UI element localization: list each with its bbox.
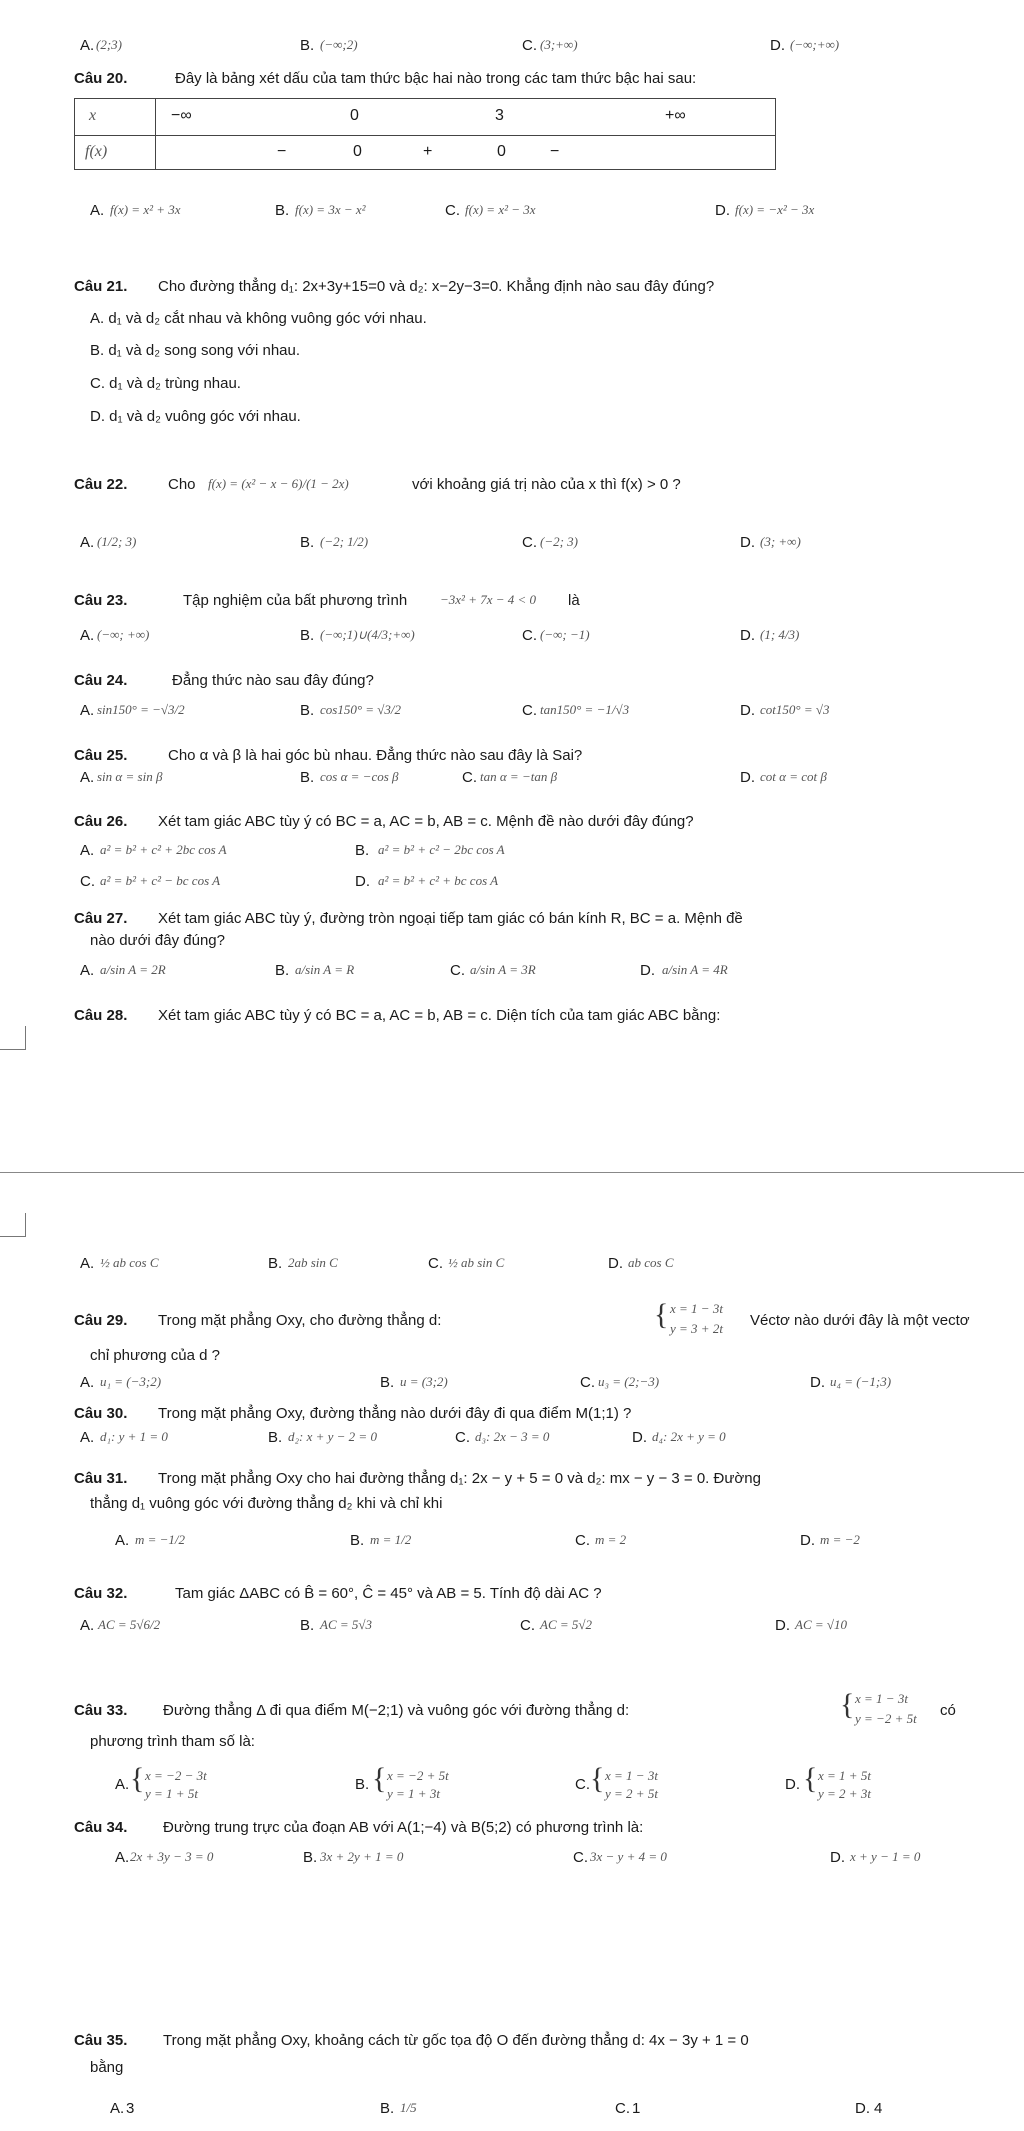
option-label: B. [300,702,315,719]
option-label: B. [300,37,315,54]
question-text: bằng [90,2059,124,2076]
q28-options [0,1253,1024,1277]
option-text: AC = 5√3 [320,1617,373,1632]
option-text: u = (3;2) [400,1374,448,1389]
question-text: Tập nghiệm của bất phương trình [183,592,408,609]
option-label: A. [80,769,95,786]
option-label: C. [455,1429,470,1446]
question-text: thẳng d₁ vuông góc với đường thẳng d₂ khi và chỉ khi [90,1495,443,1512]
option-label: A. [80,842,95,859]
option-line: x = −2 + 5t [387,1768,449,1783]
option-text: a/sin A = R [295,962,355,977]
option-text: AC = 5√6/2 [98,1617,161,1632]
q31-stem [0,1468,1024,1492]
option-label: C. [445,202,460,219]
option-text: (−∞;2) [320,37,358,52]
question-text: Cho α và β là hai góc bù nhau. Đẳng thức nào sau đây là Sai? [168,747,583,764]
question-text: chỉ phương của d ? [90,1347,220,1364]
question-text: Cho đường thẳng d₁: 2x+3y+15=0 và d₂: x−2y−3=0. Khẳng định nào sau đây đúng? [158,278,715,295]
question-label: Câu 33. [74,1702,128,1719]
option-label: D. [740,534,755,551]
option-text: cos α = −cos β [320,769,399,784]
q35-stem [0,2030,1024,2054]
question-label: Câu 30. [74,1405,128,1422]
option-label: B. [300,769,315,786]
q23-options [0,625,1024,649]
q35-stem-cont [0,2057,1024,2081]
option-text: ½ ab sin C [448,1255,505,1270]
option-label: D. [800,1532,815,1549]
option-text: f(x) = x² − 3x [465,202,536,217]
option-text: d₃: 2x − 3 = 0 [475,1429,550,1444]
table-sign: + [423,143,433,160]
option-text: B. d₁ và d₂ song song với nhau. [90,342,301,359]
option-label: A. [80,1255,95,1272]
option-text: d₄: 2x + y = 0 [652,1429,726,1444]
option-line: x = 1 + 5t [818,1768,871,1783]
option-label: D. [640,962,655,979]
q33-stem: Câu 33. Đường thẳng Δ đi qua điểm M(−2;1) và vuông góc với đường thẳng d: { x = 1 − 3t y = −2 + 5t có [74,1688,956,1726]
q31-options [0,1530,1024,1554]
option-label: C. [80,873,95,890]
option-text: tan150° = −1/√3 [540,702,630,717]
corner-mark [0,1026,26,1050]
q19-options [0,35,1024,59]
option-text: 4 [874,2100,883,2117]
q22-options [0,532,1024,556]
q21-stem [0,276,1024,300]
question-label: Câu 35. [74,2032,128,2049]
question-text: Đây là bảng xét dấu của tam thức bậc hai nào trong các tam thức bậc hai sau: [175,70,697,87]
question-label: Câu 24. [74,672,128,689]
q25-stem [0,745,1024,769]
option-text: (−∞;1)∪(4/3;+∞) [320,627,415,642]
question-label: Câu 22. [74,476,128,493]
option-text: sin α = sin β [97,769,163,784]
table-zero: 0 [350,107,359,124]
option-text: m = −1/2 [135,1532,186,1547]
option-label: C. [615,2100,630,2117]
option-label: A. [80,1617,95,1634]
option-label: A. [80,702,95,719]
option-text: (1; 4/3) [760,627,800,642]
question-label: Câu 27. [74,910,128,927]
option-line: y = 2 + 3t [818,1786,871,1801]
option-line: y = 1 + 5t [145,1786,198,1801]
option-text: (−2; 3) [540,534,579,549]
question-text: Đường trung trực của đoạn AB với A(1;−4) và B(5;2) có phương trình là: [163,1819,644,1836]
option-text: a/sin A = 4R [662,962,728,977]
option-text: tan α = −tan β [480,769,558,784]
system-line: x = 1 − 3t [855,1691,908,1706]
question-formula: f(x) = (x² − x − 6)/(1 − 2x) [208,476,349,491]
option-text: A. d₁ và d₂ cắt nhau và không vuông góc với nhau. [90,310,427,327]
table-sign: − [550,143,560,160]
option-text: 3x − y + 4 = 0 [590,1849,667,1864]
question-label: Câu 26. [74,813,128,830]
option-text: a² = b² + c² − 2bc cos A [378,842,505,857]
option-text: m = −2 [820,1532,860,1547]
option-label: A. [80,1374,95,1391]
question-label: Câu 25. [74,747,128,764]
q29-options [0,1372,1024,1396]
option-label: C. [580,1374,595,1391]
option-text: (3; +∞) [760,534,801,549]
option-label: C. [522,702,537,719]
option-text: m = 2 [595,1532,627,1547]
table-pos-inf: +∞ [665,107,686,124]
question-text: Đẳng thức nào sau đây đúng? [172,672,374,689]
option-label: A. [115,1532,130,1549]
question-label: Câu 31. [74,1470,128,1487]
option-label: A. [115,1849,130,1866]
option-label: C. [522,534,537,551]
table-fx-label: f(x) [85,143,108,160]
option-text: u₄ = (−1;3) [830,1374,892,1389]
q26-options-row1 [0,840,1024,864]
option-label: A. [80,962,95,979]
system-line: y = −2 + 5t [855,1711,917,1726]
option-label: B. [303,1849,318,1866]
option-label: B. [380,1374,395,1391]
question-text: Tam giác ΔABC có B̂ = 60°, Ĉ = 45° và AB = 5. Tính độ dài AC ? [175,1585,602,1602]
option-label: B. [350,1532,365,1549]
option-label: D. [608,1255,623,1272]
table-sign: − [277,143,287,160]
question-text: Xét tam giác ABC tùy ý có BC = a, AC = b, AB = c. Mệnh đề nào dưới đây đúng? [158,813,694,830]
question-text: Trong mặt phẳng Oxy, khoảng cách từ gốc tọa độ O đến đường thẳng d: 4x − 3y + 1 = 0 [163,2032,749,2049]
option-label: B. [300,534,315,551]
option-text: d₂: x + y − 2 = 0 [288,1429,377,1444]
q21-option-c [0,373,1024,397]
option-line: x = 1 − 3t [605,1768,658,1783]
option-label: B. [275,962,290,979]
question-text: nào dưới đây đúng? [90,932,225,949]
option-label: D. [775,1617,790,1634]
option-label: D. [740,627,755,644]
option-label: C. [428,1255,443,1272]
q20-stem [0,68,1024,92]
option-label: D. [785,1776,800,1793]
q30-stem [0,1403,1024,1427]
question-text: có [940,1702,956,1719]
option-label: A. [115,1776,130,1793]
question-label: Câu 29. [74,1312,128,1329]
table-x-label: x [89,107,97,124]
option-label: A. [90,202,105,219]
option-text: (2;3) [96,37,122,52]
option-text: C. d₁ và d₂ trùng nhau. [90,375,241,392]
option-text: sin150° = −√3/2 [97,702,185,717]
option-text: cot150° = √3 [760,702,830,717]
q26-stem [0,811,1024,835]
question-text: phương trình tham số là: [90,1733,255,1750]
option-label: D. [810,1374,825,1391]
table-three: 3 [495,107,504,124]
table-sign: 0 [353,143,362,160]
option-text: u₃ = (2;−3) [598,1374,660,1389]
option-line: y = 2 + 5t [605,1786,658,1801]
option-label: C. [575,1532,590,1549]
question-label: Câu 28. [74,1007,128,1024]
option-text: (−∞; +∞) [97,627,150,642]
option-text: ½ ab cos C [100,1255,159,1270]
option-label: A. [80,37,95,54]
question-text: Xét tam giác ABC tùy ý có BC = a, AC = b, AB = c. Diện tích của tam giác ABC bằng: [158,1007,721,1024]
q29-stem-cont [0,1345,1024,1369]
option-label: A. [80,534,95,551]
sign-table [74,98,776,170]
option-label: D. [855,2100,870,2117]
system-line: x = 1 − 3t [670,1301,723,1316]
question-text: Trong mặt phẳng Oxy, cho đường thẳng d: [158,1312,442,1329]
question-text: Véctơ nào dưới đây là một vectơ [750,1312,970,1329]
option-text: (1/2; 3) [97,534,137,549]
corner-mark [0,1213,26,1237]
option-text: (−2; 1/2) [320,534,369,549]
option-text: 3 [126,2100,135,2117]
table-sign: 0 [497,143,506,160]
q32-options [0,1615,1024,1639]
question-label: Câu 20. [74,70,128,87]
q24-stem [0,670,1024,694]
option-label: B. [300,1617,315,1634]
option-line: y = 1 + 3t [387,1786,440,1801]
option-label: B. [268,1429,283,1446]
option-label: D. [715,202,730,219]
option-line: x = −2 − 3t [145,1768,207,1783]
option-text: AC = 5√2 [540,1617,593,1632]
question-text: với khoảng giá trị nào của x thì f(x) > 0 ? [412,476,681,493]
option-label: C. [575,1776,590,1793]
q27-stem [0,908,1024,932]
option-text: 2x + 3y − 3 = 0 [130,1849,214,1864]
page-divider [0,1172,1024,1173]
q33-options: A. { x = −2 − 3t y = 1 + 5t B. { x = −2 + 5t y = 1 + 3t C. { x = 1 − 3t y = 2 + 5t D. { x = 1 + 5t y = 2 + 3t [115,1762,871,1801]
question-label: Câu 21. [74,278,128,295]
q20-options [0,200,1024,224]
q22-stem [0,474,1024,498]
q26-options-row2 [0,871,1024,895]
q29-stem: Câu 29. Trong mặt phẳng Oxy, cho đường thẳng d: { x = 1 − 3t y = 3 + 2t Véctơ nào dưới đây là một vectơ [74,1298,970,1336]
q35-options [0,2098,1024,2122]
option-text: a/sin A = 2R [100,962,166,977]
q33-stem-cont [0,1731,1024,1755]
option-label: C. [573,1849,588,1866]
option-text: 2ab sin C [288,1255,338,1270]
option-text: u₁ = (−3;2) [100,1374,162,1389]
option-label: D. [740,769,755,786]
question-label: Câu 34. [74,1819,128,1836]
q30-options [0,1427,1024,1451]
option-text: f(x) = x² + 3x [110,202,181,217]
question-label: Câu 32. [74,1585,128,1602]
option-label: C. [450,962,465,979]
option-text: (3;+∞) [540,37,578,52]
option-label: C. [522,627,537,644]
option-label: B. [355,1776,370,1793]
option-text: AC = √10 [795,1617,848,1632]
q34-stem [0,1817,1024,1841]
option-label: B. [380,2100,395,2117]
question-formula: −3x² + 7x − 4 < 0 [440,592,537,607]
option-label: C. [520,1617,535,1634]
option-text: cot α = cot β [760,769,827,784]
q28-stem [0,1005,1024,1029]
option-text: f(x) = 3x − x² [295,202,366,217]
question-text: Cho [168,476,196,493]
option-label: D. [355,873,370,890]
option-label: B. [268,1255,283,1272]
system-line: y = 3 + 2t [670,1321,723,1336]
option-text: D. d₁ và d₂ vuông góc với nhau. [90,408,301,425]
q27-stem-cont [0,930,1024,954]
option-text: f(x) = −x² − 3x [735,202,815,217]
q21-option-b [0,340,1024,364]
q31-stem-cont [0,1493,1024,1517]
option-label: D. [830,1849,845,1866]
option-text: (−∞; −1) [540,627,590,642]
option-text: (−∞;+∞) [790,37,840,52]
q21-option-a [0,308,1024,332]
option-label: B. [275,202,290,219]
option-label: C. [522,37,537,54]
q27-options [0,960,1024,984]
question-label: Câu 23. [74,592,128,609]
option-label: D. [740,702,755,719]
question-text: là [568,592,580,609]
option-text: x + y − 1 = 0 [850,1849,921,1864]
option-label: A. [80,627,95,644]
option-label: B. [355,842,370,859]
option-label: A. [110,2100,125,2117]
option-text: 1 [632,2100,641,2117]
option-text: 1/5 [400,2100,417,2115]
q24-options [0,700,1024,724]
table-neg-inf: −∞ [171,107,192,124]
option-text: 3x + 2y + 1 = 0 [320,1849,404,1864]
option-label: B. [300,627,315,644]
option-text: a² = b² + c² + 2bc cos A [100,842,227,857]
q23-stem [0,590,1024,614]
option-label: A. [80,1429,95,1446]
question-text: Trong mặt phẳng Oxy, đường thẳng nào dưới đây đi qua điểm M(1;1) ? [158,1405,632,1422]
option-text: ab cos C [628,1255,674,1270]
option-text: a/sin A = 3R [470,962,536,977]
question-text: Trong mặt phẳng Oxy cho hai đường thẳng d₁: 2x − y + 5 = 0 và d₂: mx − y − 3 = 0. Đường [158,1470,761,1487]
question-text: Đường thẳng Δ đi qua điểm M(−2;1) và vuông góc với đường thẳng d: [163,1702,630,1719]
option-label: C. [462,769,477,786]
option-text: d₁: y + 1 = 0 [100,1429,168,1444]
option-text: a² = b² + c² + bc cos A [378,873,499,888]
question-text: Xét tam giác ABC tùy ý, đường tròn ngoại tiếp tam giác có bán kính R, BC = a. Mệnh đề [158,910,743,927]
option-label: D. [632,1429,647,1446]
option-text: m = 1/2 [370,1532,412,1547]
q32-stem [0,1583,1024,1607]
option-text: a² = b² + c² − bc cos A [100,873,221,888]
q25-options [0,767,1024,791]
q21-option-d [0,406,1024,430]
option-text: cos150° = √3/2 [320,702,402,717]
q34-options [0,1847,1024,1871]
option-label: D. [770,37,785,54]
